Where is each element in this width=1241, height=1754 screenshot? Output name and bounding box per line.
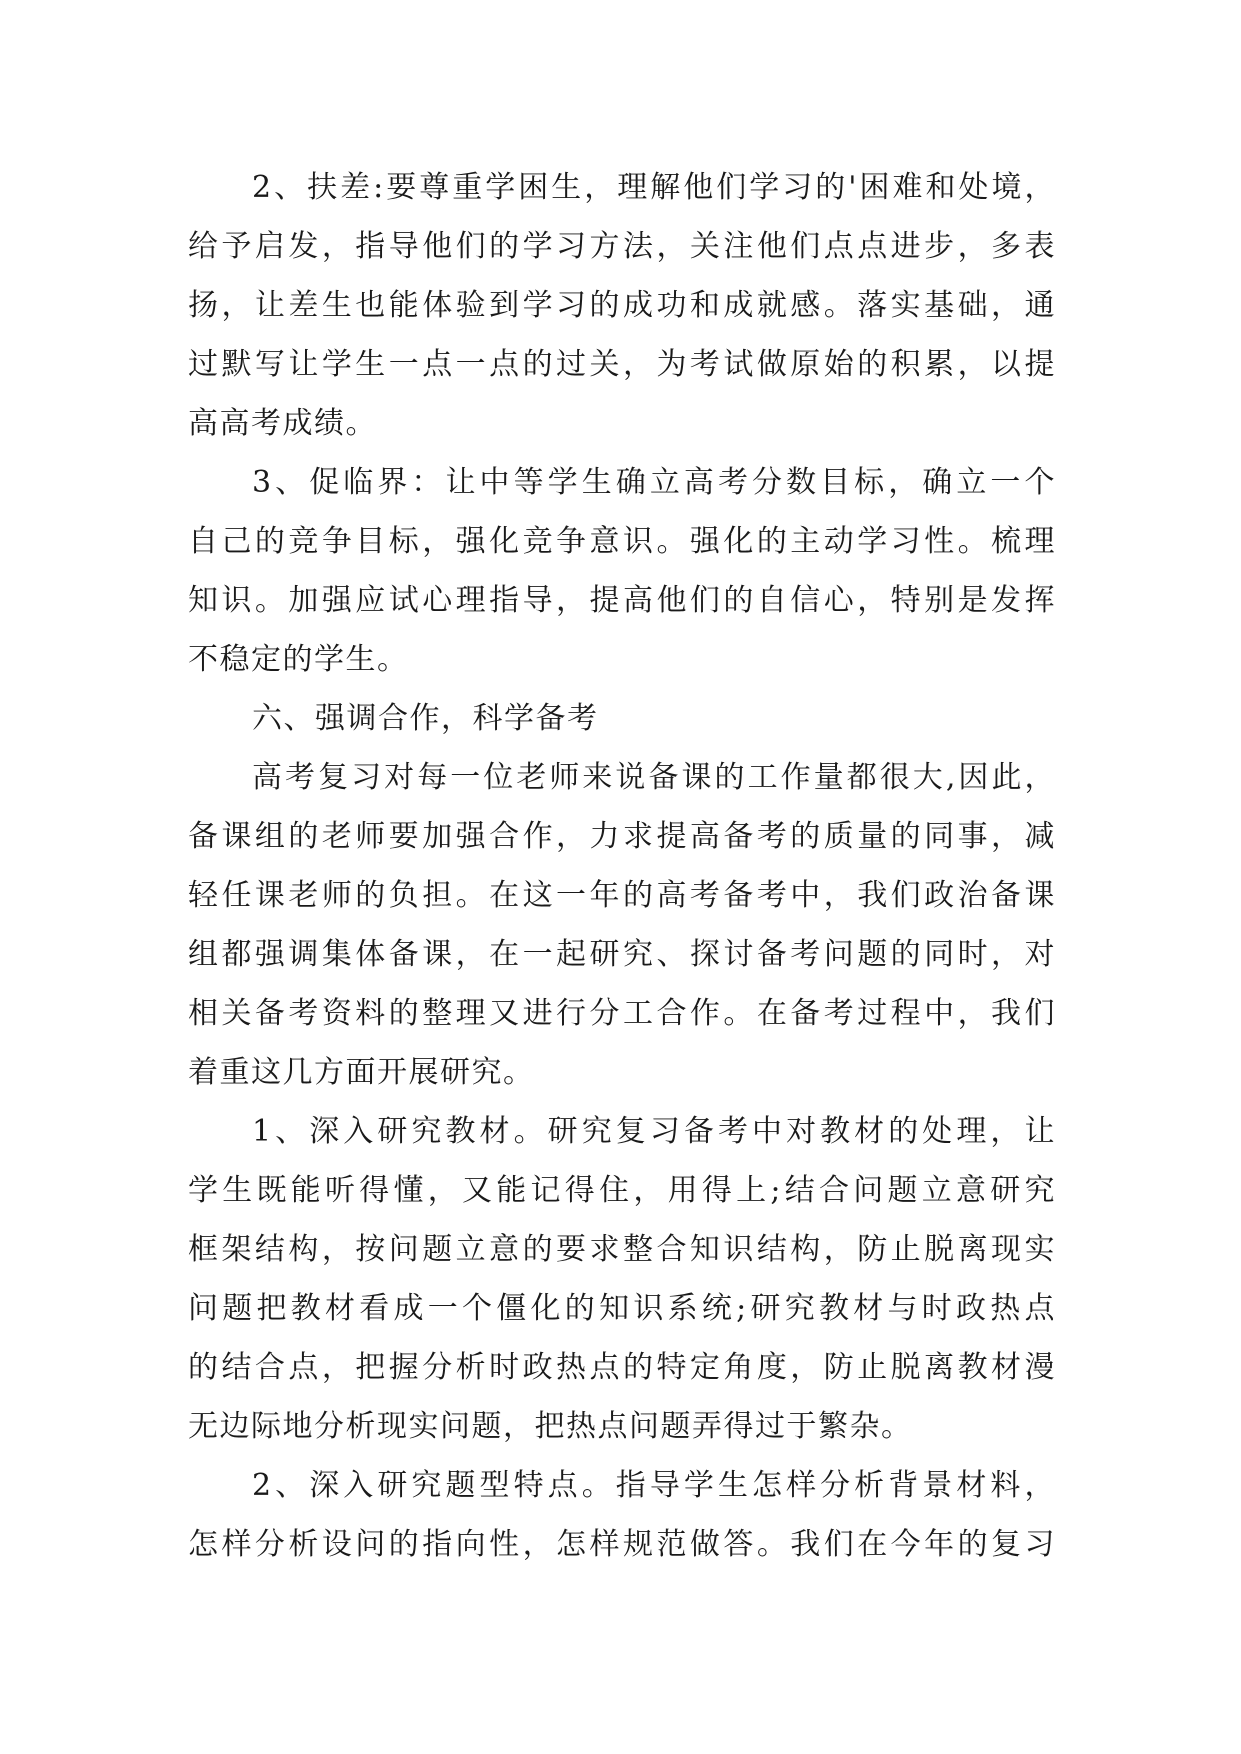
text-line: 2、深入研究题型特点。指导学生怎样分析背景材料， [252, 1468, 1056, 1503]
text-line: 着重这几方面开展研究。 [188, 1055, 535, 1090]
text-line: 知识。加强应试心理指导，提高他们的自信心，特别是发挥 [188, 583, 1056, 618]
text-line: 不稳定的学生。 [188, 642, 409, 677]
text-line: 高高考成绩。 [188, 406, 377, 441]
text-line: 无边际地分析现实问题，把热点问题弄得过于繁杂。 [188, 1409, 913, 1444]
text-line: 高考复习对每一位老师来说备课的工作量都很大,因此， [252, 760, 1056, 795]
text-line: 学生既能听得懂，又能记得住，用得上;结合问题立意研究 [188, 1173, 1056, 1208]
document-body [188, 158, 1056, 1574]
text-line: 3、促临界：让中等学生确立高考分数目标，确立一个 [252, 465, 1056, 500]
text-line: 扬，让差生也能体验到学习的成功和成就感。落实基础，通 [188, 288, 1056, 323]
text-line: 自己的竞争目标，强化竞争意识。强化的主动学习性。梳理 [188, 524, 1056, 559]
paragraph-shenru-jiaocai [188, 1102, 1056, 1456]
paragraph-shenru-tixing [188, 1456, 1056, 1574]
text-line: 怎样分析设问的指向性，怎样规范做答。我们在今年的复习 [188, 1527, 1056, 1562]
paragraph-fucha [188, 158, 1056, 453]
text-line: 给予启发，指导他们的学习方法，关注他们点点进步，多表 [188, 229, 1056, 264]
text-line: 轻任课老师的负担。在这一年的高考备考中，我们政治备课 [188, 878, 1056, 913]
paragraph-gaokao-fuxi [188, 748, 1056, 1102]
text-line: 过默写让学生一点一点的过关，为考试做原始的积累，以提 [188, 347, 1056, 382]
text-line: 1、深入研究教材。研究复习备考中对教材的处理，让 [252, 1114, 1056, 1149]
section-heading-six [188, 689, 1056, 748]
text-line: 备课组的老师要加强合作，力求提高备考的质量的同事，减 [188, 819, 1056, 854]
text-line: 的结合点，把握分析时政热点的特定角度，防止脱离教材漫 [188, 1350, 1056, 1385]
text-line: 相关备考资料的整理又进行分工合作。在备考过程中，我们 [188, 996, 1056, 1031]
text-line: 2、扶差:要尊重学困生，理解他们学习的'困难和处境， [252, 170, 1056, 205]
text-line: 问题把教材看成一个僵化的知识系统;研究教材与时政热点 [188, 1291, 1056, 1326]
text-line: 组都强调集体备课，在一起研究、探讨备考问题的同时，对 [188, 937, 1056, 972]
text-line: 框架结构，按问题立意的要求整合知识结构，防止脱离现实 [188, 1232, 1056, 1267]
section-heading-text: 六、强调合作，科学备考 [252, 701, 599, 736]
paragraph-cu-linjie [188, 453, 1056, 689]
